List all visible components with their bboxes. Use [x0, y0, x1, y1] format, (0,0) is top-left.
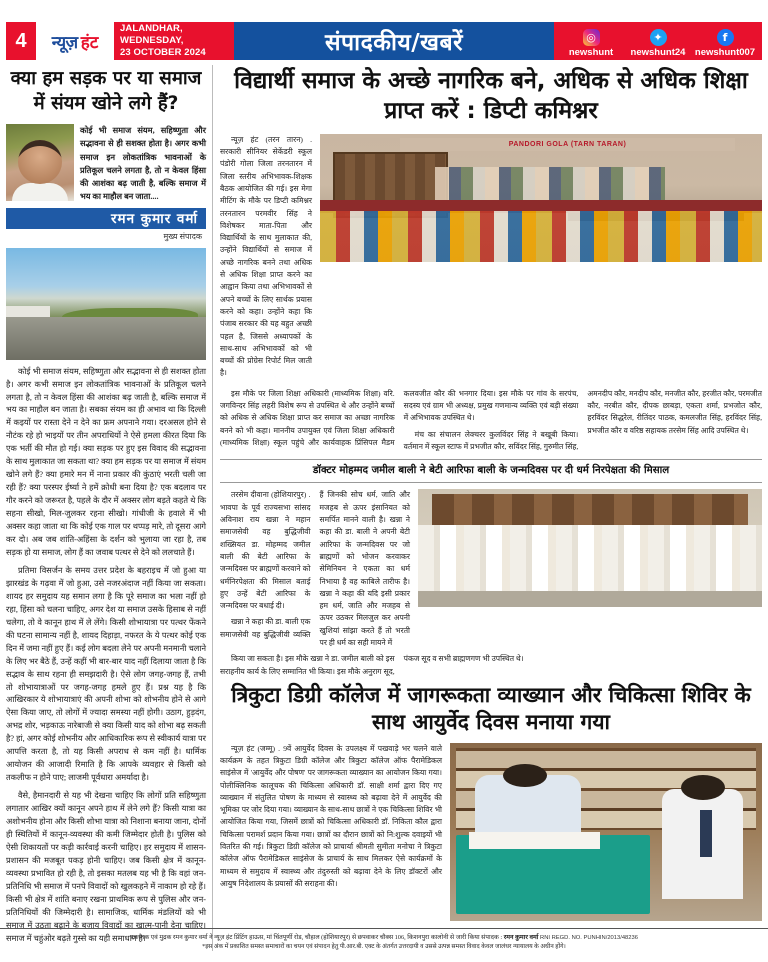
article-main-para-3: मंच का संचालन लेक्चरर कुलविंदर सिंह ने बखूबी किया। वर्तमान में स्कूल स्टाफ में प्रभजीत कौर, सविंदर सिंह, गुरुमीत सिंह, अमनदीप कौर, मनदीप कौर, मनजीत कौर, हरजीत कौर, परमजीत कौर, नरबीत कौर, दीपक छाबड़ा, एकता शर्मा, प्रभजोत कौर, हरविंदर सिद्धरेल, रीतिंदर पाठक, कमलजीत सिंह, हरविंदर सिंह, प्रभजीत कौर व वरिष्ठ सहायक तरसेम सिंह आदि उपस्थित थे। — [403, 388, 762, 451]
page-number: 4 — [6, 22, 36, 60]
photo-banner-text: PANDORI GOLA (TARN TARAN) — [400, 138, 736, 151]
editorial-para-3: वैसे, हैमानदारी से यह भी देखना चाहिए कि लोगों प्रति सहिष्णुता लगातार आखिर क्यों कानून अपने हाथ में लेने लगे हैं? किसी यात्रा का अशोभनीय होना और किसी शोभा यात्रा को निशाना बनाया जाना, दोनों ही स्थितियों में कानून-व्यवस्था की कमी जिम्मेदार होती है। पुलिस को ऐसी शिकायतों पर कड़ी कार्रवाई करनी चाहिए। हर समुदाय में शासन-प्रशासन की मजबूत पकड़ होनी चाहिए। जब किसी क्षेत्र में कानून-व्यवस्था प्रभावित हो रही है, तो इसका मतलब यह भी है कि वहां जन-प्रतिनिधि भी समाज में पनपे विवादों को खुलकहने में नाकाम हो रहे हैं। किसी भी क्षेत्र में शांति बनाए रखना प्राथमिक रूप से पुलिस और जन-प्रतिनिधियों की जिम्मेदारी है। सामाजिक, धार्मिक मंडलियों को भी समाज में उठता बढ़ाने के बजाय विवादों का खात्म-पानी देना चाहिए। समाज में चहुंओर बढ़ते गुस्से का यही समाधान है। — [6, 791, 206, 943]
logo-text-part1: न्यूज़ — [51, 32, 78, 53]
photo-audience — [320, 211, 762, 262]
editorial-body — [6, 366, 206, 946]
social-handles — [554, 22, 762, 60]
twitter-handle: newshunt24 — [630, 47, 686, 58]
footer-registration: RNI REGD. NO. PUNHIN/2013/48236 — [538, 934, 638, 941]
editorial-author-role: मुख्य संपादक — [163, 231, 202, 241]
article-third-headline: त्रिकुटा डिग्री कॉलेज में जागरूकता व्याख्यान और चिकित्सा शिविर के साथ आयुर्वेद दिवस मनाया गया — [231, 682, 751, 734]
article-main-para-2: इस मौके पर जिला शिक्षा अधिकारी (माध्यमिक शिक्षा) वरि. जगविन्दर सिंह लहरी विशेष रूप से उपस्थित थे और उन्होंने बच्चों को अधिक से अधिक शिक्षा प्राप्त कर समाज का अच्छा नागरिक बनने को भी कहा। माननीय उपायुक्त एवं जिला शिक्षा अधिकारी (माध्यमिक शिक्षा) स्कूल पहुंचे और कार्यवाहक प्रिंसिपल मैडम कलवजीत कौर की भनगार दिया। इस मौके पर गांव के सरपंच, सदस्य एवं ग्राम भी अध्यक्ष, प्रमुख गणमान्य व्यक्ति एवं बड़ी संख्या में अभिभावक उपस्थित थे। — [220, 388, 579, 447]
twitter-icon: ✦ — [650, 29, 667, 46]
footer-imprint — [0, 933, 768, 942]
footer-legal-note: *इस अंक में प्रकाशित समस्त समाचारों का चयन एवं संपादन हेतु पी.आर.बी. एक्ट के अंतर्गत उत्तरदायी व उससे उत्पन्न समस्त विवाद केवल जालंधर न्यायालय के अधीन होंगे। — [202, 944, 566, 951]
article-second — [220, 459, 762, 678]
article-third-para-1: न्यूज़ हंट (जम्मू) . 9वें आयुर्वेद दिवस के उपलक्ष्य में पखवाड़े भर चलने वाले कार्यक्रम के तहत त्रिकुटा डिग्री कॉलेज और त्रिकुटा कॉलेज ऑफ पैरामेडिकल साइंसेज में 'आयुर्वेद और पोषण' पर जागरूकता व्याख्यान का आयोजन किया गया। पोलीक्लिनिक कालूचक की चिकित्सा अधिकारी डॉ. साक्षी शर्मा द्वारा दिए गए व्याख्यान में संतुलित पोषण के माध्यम से स्वास्थ्य को बढ़ावा देने में आयुर्वेद की भूमिका पर जोर दिया गया। व्याख्यान के साथ-साथ छात्रों ने एक चिकित्सा शिविर भी आयोजित किया गया, जिसमें छात्रों को चिकित्सा अधिकारी डॉ. निकिता कौल द्वारा चिकित्सा परामर्श प्रदान किया गया। छात्रों का दौरान छात्रों को नि:शुल्क दवाइयों भी वितरित की गई। त्रिकुटा डिग्री कॉलेज को प्राचार्या श्रीमती सुमीता मनोचा ने त्रिकुटा कॉलेज ऑफ पैरामेडिकल साइंसेज के प्राचार्य के साथ मिलकर ऐसे कार्यक्रमों के माध्यम से समुदाय में स्वास्थ्य और तंदुरुस्ती को बढ़ावा देने के लिए डॉक्टरों और आयुष निदेशालय के प्रयासों की सराहना की। — [220, 743, 442, 888]
photo-floor — [418, 591, 762, 608]
article-third-photo — [450, 743, 762, 921]
article-main-headline: विद्यार्थी समाज के अच्छे नागरिक बने, अधिक से अधिक शिक्षा प्राप्त करें : डिप्टी कमिश्नर — [234, 68, 748, 124]
facebook-icon: f — [717, 29, 734, 46]
instagram-handle: newshunt — [568, 47, 614, 58]
article-third — [220, 682, 762, 921]
photo-student-head — [681, 775, 725, 800]
editor-portrait-photo — [6, 124, 74, 201]
article-second-photo — [418, 489, 762, 607]
page-content — [6, 65, 762, 951]
photo-papers — [469, 832, 600, 850]
editorial-para-2: प्रतिमा विसर्जन के समय उत्तर प्रदेश के बहराइच में जो हुआ या झारखंड के गढ़वा में जो हुआ, उसे नजरअंदाज नहीं किया जा सकता। शायद हर समुदाय यह समान लगा है कि पूरे समाज का भला नहीं हो रहा, हिंसा को चलना चाहिए, अगर देश या समाज उसके हिसाब से नहीं चलेगा, तो वे कानून हाथ में ले लेंगे। किसी शोभायात्रा पर पत्थर फेंकने की घटना सामान्य नहीं है, शायद दिहाड़ा, नफरत के ये पत्थर कोई एक दिन में जमा नहीं हुए हैं। कई लोग बदला लेने पर अपनी मनमानी चलाने के लिए भर बैठे हैं, उन्हें कहीं भी बार-बार याद नहीं दिलाया जाता है कि सद्भाव के साथ रहना ही समझदारी है। ऐसे लोग जगह-जगह हैं, तभी तो शोभायात्राओं पर जगह-जगह हमले हुए हैं। प्रश्न यह है कि आखिरकार ये शोभायात्राएं की अपनी शोभा को शोभनीय होने से आगे ऐसा किया जाए, तो लोगों में ज्यादा समस्या नहीं होगी। उठाग, हुड़दंग, अभद्र शोर, भड़काऊ नारेबाजी से क्या किसी याद को शोभा बढ़ सकती है? हां, अगर कोई शोभनीय और आधिकारिक रूप से स्वीकार्य यात्रा पर आपत्ति करता है, तो यह किसी अपराध से कम नहीं है। धार्मिक आयोजन की आजादी रिमाति है कि आपके व्यवहार से किसी को तकलीफ न होने पाए; लाजमी पूर्वधारा अमर्यादा है। — [6, 565, 206, 783]
photo-doctor-head — [503, 764, 547, 787]
photo-student-tie — [700, 810, 712, 856]
article-second-col12 — [220, 489, 410, 649]
article-second-para-2: खन्ना ने कहा की डा. बाली एक समाजसेवी वह बुद्धिजीवी व्यक्ति हैं जिनकी सोच धर्म, जाति और मजहब से ऊपर इंसानियत को समर्पित मानने वाली है। खन्ना ने कहा की डा. बाली ने अपनी बेटी आरिफा के जन्मदिवस पर जो ब्राह्मणों को भोजन करवाकर सेमिनियन ने एकता का धर्म निभाया है वह काबिले तारीफ है। खन्ना ने कहा की यदि इसी प्रकार हम धर्म, जाति और मजहब से ऊपर उठकर मिलजुल कर अपनी खुशियां सांझा करते हैं तो भरती पर ही धर्म का सही मायने में — [220, 490, 410, 648]
article-main-top — [220, 134, 762, 384]
article-main-photo — [320, 134, 762, 262]
editorial-para-1: कोई भी समाज संयम, सहिष्णुता और सद्भावना से ही सशक्त होता है। अगर कभी समाज इन लोकतांत्रिक भावनाओं के प्रतिकूल चलने लगता है, तो न केवल हिंसा की आशंका बढ़ जाती है, बल्कि समाज में भय का माहौल बन जाता है। सबका संयम का ही अभाव था कि दिल्ली में कइयों पर रास्ता देने न देने का फ्रम अपनाने गया। दरअसल होने से नौटंक रहे हो भाइयों पर तीन अपराधियों ने ऐसे हमला कीरत दिया कि एक भर्ती की मौत हो गई। क्या सड़क पर हुए इस विवाद की सद्भावना के साथ मुलाकात जा सकता था? क्या हम सड़क पर या समाज में संयम खोने लगे हैं? क्या हमारे मन में नाना प्रकार की कुंठाएं भरती चली जा रही हैं? क्या परस्पर ईर्ष्या ने हमें क्रोधी बना दिया है? एक बदलाव पर गौर करने को जरूरत है, पहले के दौर में अक्सर लोग बड़ते कहते थे कि सहना सीखो, मिल-जुलकर रहना सीखो। गांधीजी के हवाले में भी अक्सर कहा जाता था कि कोई एक गाल पर थप्पड़ मारे, तो दूसरा आगे कर दो। अब जब शांति-अहिंसा के दर्शन को भुलाया जा रहा है, तब सड़क हो या समाज, लोग हैं का जवाब पत्थर से देने को ललचाते हैं। — [6, 366, 206, 557]
photo-group-row — [418, 525, 762, 591]
article-second-headline: डॉक्टर मोहम्मद जमील बाली ने बेटी आरिफा बाली के जन्मदिवस पर दी धर्म निरपेक्षता की मिसाल — [220, 459, 762, 483]
hero-road — [6, 317, 206, 360]
dateline-city-day: JALANDHAR, WEDNESDAY, — [120, 23, 184, 47]
article-second-para-1: तरसेम दीवाना (होशियारपुर) . भावपा के पूर्व राज्यसभा सांसद अविनाश राय खन्ना ने महान समाजसेवी वह बुद्धिजीवी शख्सियत डा. मोहम्मद जमील बाली की बेटी आरिफा के जन्मदिवस पर ब्राह्मणों करवाने को धर्मनिरपेक्षता की मिसाल बताई हुए उन्हें बेटी आरिफा के जन्मदिवस पर बधाई दी। — [220, 490, 311, 611]
social-facebook[interactable] — [696, 29, 754, 58]
editorial-hero-photo — [6, 248, 206, 360]
article-main-body — [220, 388, 762, 453]
dateline-block — [114, 22, 234, 60]
article-third-col1 — [220, 743, 442, 895]
footer-editor-name: रमन कुमार वर्मा — [503, 933, 539, 941]
logo-text-part2: हंट — [80, 32, 99, 53]
footer-imprint-text: प्रकाशक एवं मुद्रक रमन कुमार वर्मा ने न्यूज़ हंट प्रिंटिंग हाऊस, मां चिंतपूर्णी रोड, चौहाल (होशियारपुर) से छपवाकर चौक्स 106, किशनपुरा कालोनी से जारी किया संपादक : — [130, 933, 504, 941]
article-second-para-3: किया जा सकता है। इस मौके खन्ना ने डा. जमील बाली को इस सराहनीय कार्य के लिए सम्मानित भी किया। इस मौके अनुराग सूद, पंकज सूद व सभी ब्राह्मणगण भी उपस्थित थे। — [220, 654, 524, 676]
social-instagram[interactable] — [562, 29, 620, 58]
editorial-column — [6, 65, 212, 951]
article-second-top — [220, 489, 762, 649]
newspaper-page — [0, 22, 768, 962]
editorial-intro — [6, 124, 206, 204]
news-column — [212, 65, 762, 951]
social-twitter[interactable] — [629, 29, 687, 58]
article-main-para-1: न्यूज़ हंट (तरन तारन) . सरकारी सीनियर सेकेंडरी स्कूल पंडोरी गोला जिला तरनतारन में जिला स्तरीय अभिभावक-शिक्षक बैठक आयोजित की गई। इस मेगा मीटिंग के मौके पर डिप्टी कमिश्नर तरनतारन परमवीर सिंह ने विशेषकर माता-पिता और विद्यार्थियों के साथ मुलाकात की, उन्होंने विद्यार्थियों से समाज में अच्छे नागरिक बनने तथा अधिक से अधिक शिक्षा प्राप्त करने का आह्वान किया तथा अभिभावकों से अपने बच्चों के लिए सार्थक प्रयास करने को कहा। उन्होंने कहा कि पंजाब सरकार की यह बहुत अच्छी पहल है, जिससे अध्यापकों के साथ-साथ अभिभावकों को भी बच्चों की प्रोग्रेस रिपोर्ट मिल जाती है। — [220, 134, 312, 378]
instagram-icon: ◎ — [583, 29, 600, 46]
editorial-author: रमन कुमार वर्मा — [110, 211, 198, 228]
editorial-lead-text: कोई भी समाज संयम, सहिष्णुता और सद्भावना से ही सशक्त होता है। अगर कभी समाज इन लोकतांत्रिक भावनाओं के प्रतिकूल चलने लगता है, तो न केवल हिंसा की आशंका बढ़ जाती है, बल्कि समाज में भय का माहौल बन जाता.... — [80, 125, 206, 202]
article-main — [220, 67, 762, 453]
article-second-body — [220, 653, 762, 678]
section-title: संपादकीय/खबरें — [234, 22, 554, 60]
article-main-col1 — [220, 134, 312, 384]
editorial-byline-bar — [6, 208, 206, 229]
dateline-date: 23 OCTOBER 2024 — [120, 46, 206, 58]
facebook-handle: newshunt007 — [694, 47, 756, 58]
publication-logo — [36, 22, 114, 60]
masthead — [6, 22, 762, 60]
article-third-top — [220, 743, 762, 921]
editorial-headline: क्या हम सड़क पर या समाज में संयम खोने लगे हैं? — [10, 68, 202, 114]
